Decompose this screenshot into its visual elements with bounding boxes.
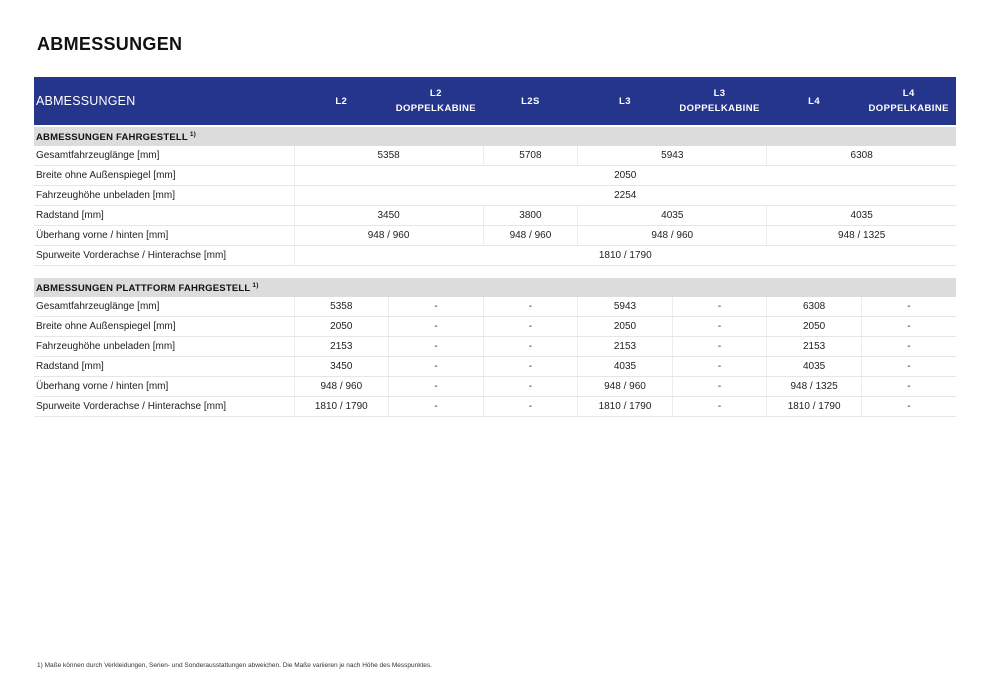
table-cell: 1810 / 1790 <box>294 397 389 417</box>
table-row <box>34 317 956 337</box>
column-header-l4-doppelkabine <box>861 77 956 125</box>
table-cell: 4035 <box>578 357 673 377</box>
table-row <box>34 166 956 186</box>
table-cell: 948 / 1325 <box>767 226 956 246</box>
table-cell: 2050 <box>294 317 389 337</box>
table-row <box>34 297 956 317</box>
column-header-line2: DOPPELKABINE <box>868 103 949 114</box>
section-header-plattform-fahrgestell <box>34 278 956 297</box>
table-cell: - <box>861 297 956 317</box>
table-cell: 5943 <box>578 146 767 166</box>
column-header-l3 <box>578 77 673 125</box>
table-cell: - <box>861 337 956 357</box>
column-header-l2-doppelkabine <box>389 77 484 125</box>
table-cell: - <box>672 357 767 377</box>
table-row <box>34 246 956 266</box>
table-cell: 1810 / 1790 <box>767 397 862 417</box>
table-cell: 948 / 960 <box>578 377 673 397</box>
column-header-l2 <box>294 77 389 125</box>
table-cell: 2153 <box>294 337 389 357</box>
table-cell: 5943 <box>578 297 673 317</box>
column-header-line1: L3 <box>619 95 631 107</box>
row-label: Gesamtfahrzeuglänge [mm] <box>34 297 294 317</box>
column-header-line2: DOPPELKABINE <box>679 103 760 114</box>
table-cell: - <box>389 377 484 397</box>
table-cell: 948 / 960 <box>483 226 578 246</box>
table-cell: - <box>672 337 767 357</box>
table-cell: - <box>672 297 767 317</box>
table-row <box>34 146 956 166</box>
table-cell: 3800 <box>483 206 578 226</box>
table-cell: - <box>389 317 484 337</box>
table-row <box>34 397 956 417</box>
section-title: ABMESSUNGEN PLATTFORM FAHRGESTELL <box>36 282 251 294</box>
table-cell: 2050 <box>767 317 862 337</box>
column-header-l2s <box>483 77 578 125</box>
table-cell: 2050 <box>294 166 956 186</box>
table-row <box>34 206 956 226</box>
row-label: Überhang vorne / hinten [mm] <box>34 226 294 246</box>
table-cell: 6308 <box>767 297 862 317</box>
table-header-row <box>34 77 956 125</box>
table-cell: 3450 <box>294 206 483 226</box>
table-cell: - <box>483 397 578 417</box>
table-cell: 5358 <box>294 146 483 166</box>
row-label: Fahrzeughöhe unbeladen [mm] <box>34 337 294 357</box>
table-cell: 2254 <box>294 186 956 206</box>
column-header-l4 <box>767 77 862 125</box>
column-header-line1: L2S <box>521 95 540 107</box>
row-label: Breite ohne Außenspiegel [mm] <box>34 317 294 337</box>
section-header-fahrgestell <box>34 127 956 146</box>
table-cell: 948 / 1325 <box>767 377 862 397</box>
row-label: Fahrzeughöhe unbeladen [mm] <box>34 186 294 206</box>
column-header-line1: L2 <box>335 95 348 107</box>
table-cell: - <box>389 297 484 317</box>
table-cell: 6308 <box>767 146 956 166</box>
table-cell: - <box>861 357 956 377</box>
table-cell: 2153 <box>767 337 862 357</box>
table-cell: - <box>672 397 767 417</box>
row-label: Breite ohne Außenspiegel [mm] <box>34 166 294 186</box>
row-label: Spurweite Vorderachse / Hinterachse [mm] <box>34 397 294 417</box>
table-row <box>34 186 956 206</box>
row-label: Radstand [mm] <box>34 357 294 377</box>
section-title: ABMESSUNGEN FAHRGESTELL <box>36 131 188 143</box>
table-cell: - <box>483 357 578 377</box>
table-cell: - <box>861 317 956 337</box>
table-cell: 4035 <box>767 357 862 377</box>
table-cell: 5358 <box>294 297 389 317</box>
table-cell: 948 / 960 <box>578 226 767 246</box>
table-cell: - <box>389 357 484 377</box>
table-row <box>34 357 956 377</box>
table-cell: 4035 <box>578 206 767 226</box>
column-header-line1: L4 <box>902 88 915 99</box>
column-header-l3-doppelkabine <box>672 77 767 125</box>
table-cell: - <box>389 397 484 417</box>
row-label: Gesamtfahrzeuglänge [mm] <box>34 146 294 166</box>
table-row <box>34 337 956 357</box>
column-header-line2: DOPPELKABINE <box>395 103 476 114</box>
column-header-line1: L4 <box>808 95 821 107</box>
table-cell: - <box>672 377 767 397</box>
table-cell: 2050 <box>578 317 673 337</box>
table-cell: 3450 <box>294 357 389 377</box>
table-cell: - <box>483 297 578 317</box>
table-row <box>34 377 956 397</box>
table-cell: 4035 <box>767 206 956 226</box>
table-cell: - <box>389 337 484 357</box>
table-cell: - <box>483 337 578 357</box>
row-label: Radstand [mm] <box>34 206 294 226</box>
dimensions-table <box>34 77 956 417</box>
table-cell: - <box>483 317 578 337</box>
footnote: 1) Maße können durch Verkleidungen, Serien- und Sonderausstattungen abweichen. Die Maße variieren je nach Höhe des Messpunktes. <box>37 662 432 669</box>
page-title: ABMESSUNGEN <box>37 34 183 54</box>
table-cell: - <box>672 317 767 337</box>
footnote-marker: 1) <box>252 281 259 289</box>
table-cell: 948 / 960 <box>294 377 389 397</box>
column-header-line1: L2 <box>429 88 442 99</box>
table-cell: - <box>483 377 578 397</box>
table-cell: - <box>861 397 956 417</box>
table-cell: 1810 / 1790 <box>294 246 956 266</box>
row-label: Spurweite Vorderachse / Hinterachse [mm] <box>34 246 294 266</box>
header-label: ABMESSUNGEN <box>34 77 294 125</box>
table-cell: 2153 <box>578 337 673 357</box>
row-label: Überhang vorne / hinten [mm] <box>34 377 294 397</box>
column-header-line1: L3 <box>713 88 726 99</box>
table-cell: - <box>861 377 956 397</box>
table-cell: 1810 / 1790 <box>578 397 673 417</box>
table-row <box>34 226 956 246</box>
table-cell: 948 / 960 <box>294 226 483 246</box>
table-cell: 5708 <box>483 146 578 166</box>
footnote-marker: 1) <box>189 130 197 138</box>
